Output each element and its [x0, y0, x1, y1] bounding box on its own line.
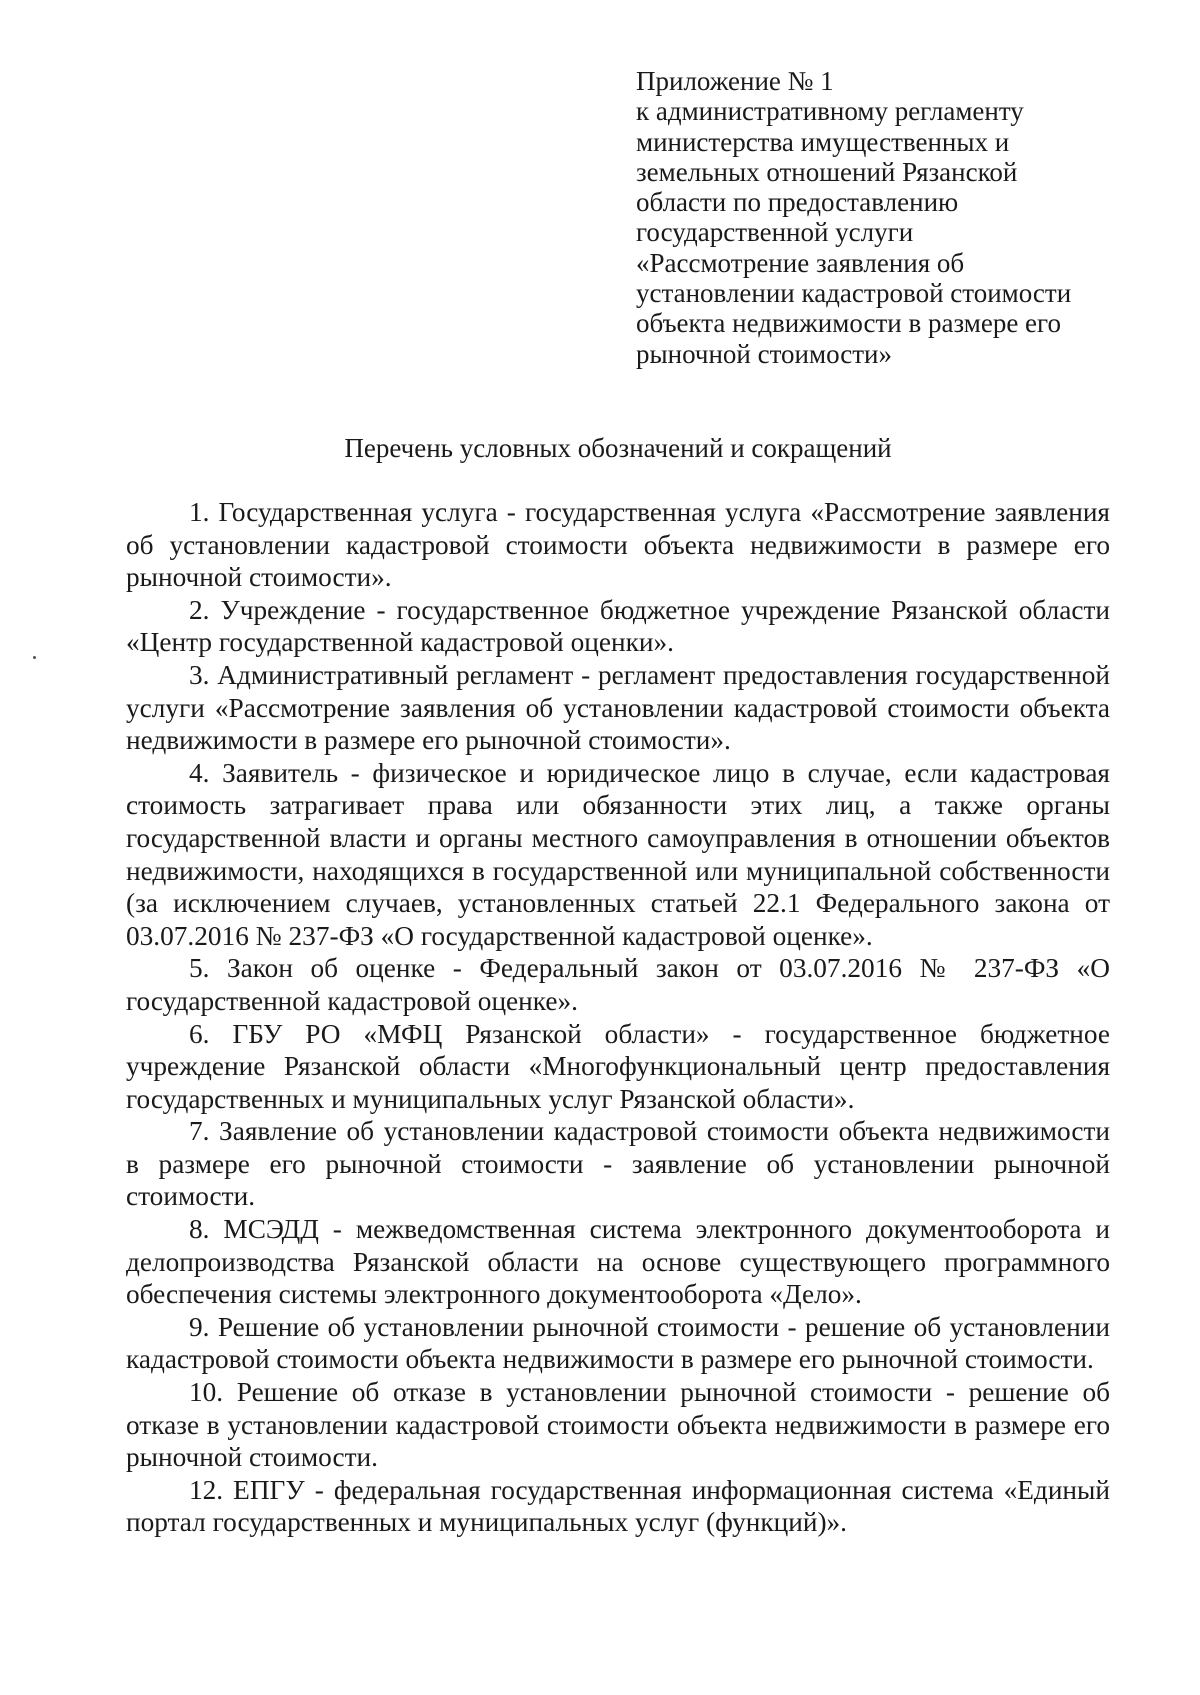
list-item: 4. Заявитель - физическое и юридическое лицо в случае, если кадастровая стоимость затрагивает права или обязанности этих лиц, а также органы государственной власти и органы местного самоуправления в отношении объектов недвижимости, находящихся в государственной или муниципальной собственности (за исключением случаев, установленных статьей 22.1 Федерального закона от 03.07.2016 № 237-ФЗ «О государственной кадастровой оценке». — [126, 757, 1110, 951]
abbreviations-list — [126, 496, 1110, 1539]
appendix-line: государственной услуги — [636, 217, 914, 248]
list-item: 2. Учреждение - государственное бюджетное учреждение Рязанской области «Центр государственной кадастровой оценки». — [126, 594, 1110, 658]
appendix-line: Приложение № 1 — [636, 66, 834, 96]
appendix-line: области по предоставлению — [636, 187, 959, 218]
list-item: 5. Закон об оценке - Федеральный закон от 03.07.2016 № 237-ФЗ «О государственной кадастровой оценке». — [126, 953, 1110, 1016]
list-item: 9. Решение об установлении рыночной стоимости - решение об установлении кадастровой стоимости объекта недвижимости в размере его рыночной стоимости. — [126, 1311, 1110, 1375]
appendix-line: министерства имущественных и — [636, 126, 1010, 157]
list-item: 7. Заявление об установлении кадастровой стоимости объекта недвижимости в размере его рыночной стоимости - заявление об установлении рыночной стоимости. — [126, 1116, 1110, 1212]
document-title: Перечень условных обозначений и сокращений — [344, 433, 892, 463]
appendix-line: к административному регламенту — [636, 96, 1024, 127]
list-item: 3. Административный регламент - регламент предоставления государственной услуги «Рассмотрение заявления об установлении кадастровой стоимости объекта недвижимости в размере его рыночной стоимости». — [126, 659, 1110, 756]
list-item: 6. ГБУ РО «МФЦ Рязанской области» - государственное бюджетное учреждение Рязанской области «Многофункциональный центр предоставления государственных и муниципальных услуг Рязанской области». — [126, 1018, 1110, 1114]
appendix-line: рыночной стоимости» — [636, 338, 892, 369]
appendix-line: земельных отношений Рязанской — [636, 156, 1018, 187]
appendix-header — [636, 66, 1106, 369]
list-item: 10. Решение об отказе в установлении рыночной стоимости - решение об отказе в установлении кадастровой стоимости объекта недвижимости в размере его рыночной стоимости. — [126, 1377, 1110, 1473]
appendix-line: объекта недвижимости в размере его — [636, 308, 1061, 339]
scan-speck — [33, 656, 36, 659]
list-item: 8. МСЭДД - межведомственная система электронного документооборота и делопроизводства Рязанской области на основе существующего программного обеспечения системы электронного документооборота «Дело». — [126, 1214, 1110, 1310]
list-item: 1. Государственная услуга - государственная услуга «Рассмотрение заявления об установлении кадастровой стоимости объекта недвижимости в размере его рыночной стоимости». — [126, 497, 1110, 593]
appendix-line: «Рассмотрение заявления об — [636, 247, 965, 278]
appendix-line: установлении кадастровой стоимости — [636, 278, 1072, 309]
list-item: 12. ЕПГУ - федеральная государственная информационная система «Единый портал государственных и муниципальных услуг (функций)». — [126, 1474, 1110, 1538]
